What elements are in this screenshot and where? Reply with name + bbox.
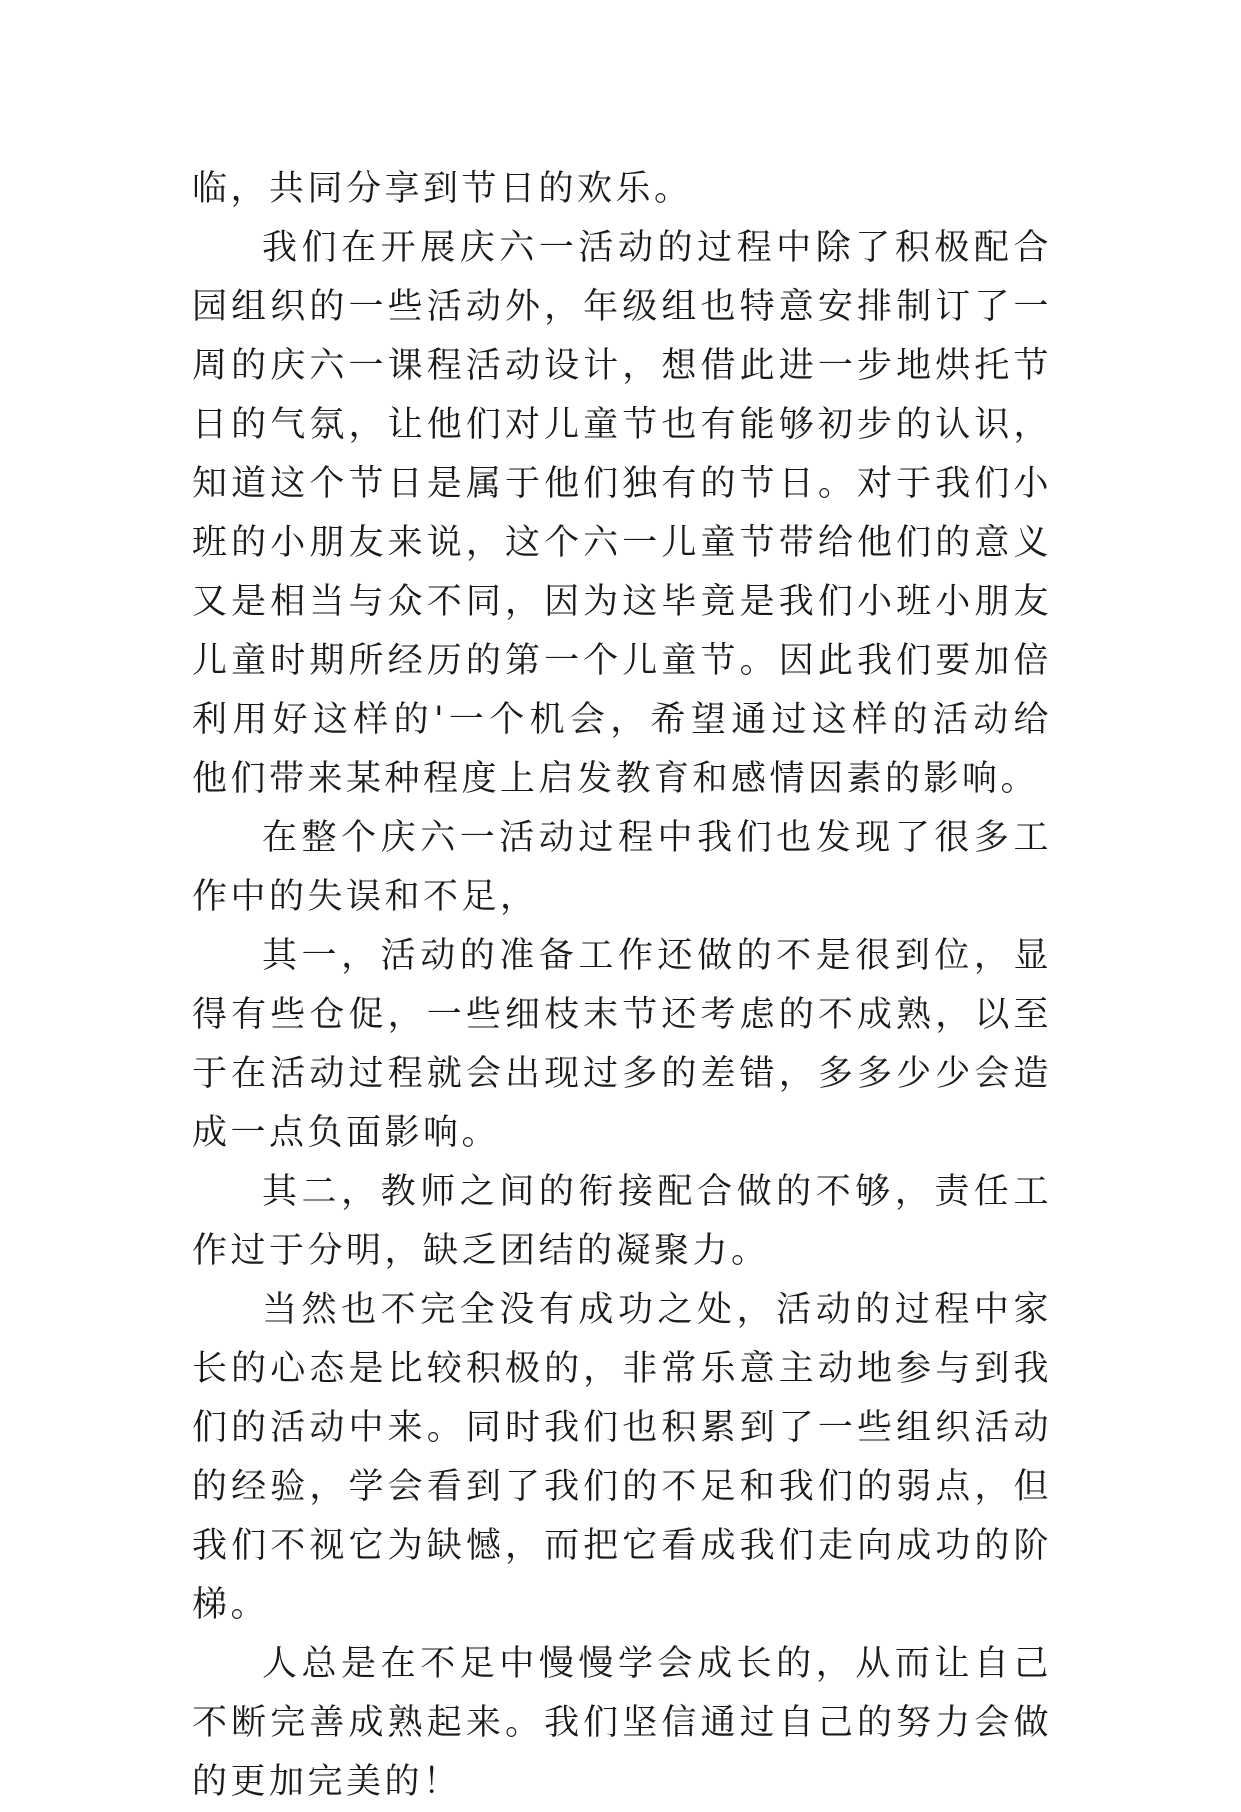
paragraph-1: 临，共同分享到节日的欢乐。 (192, 169, 693, 209)
document-body (192, 160, 1052, 1812)
paragraph-5: 其二，教师之间的衔接配合做的不够，责任工作过于分明，缺乏团结的凝聚力。 (192, 1172, 1052, 1271)
paragraph-3: 在整个庆六一活动过程中我们也发现了很多工作中的失误和不足， (192, 818, 1052, 917)
paragraph-7: 人总是在不足中慢慢学会成长的，从而让自己不断完善成熟起来。我们坚信通过自己的努力会做的更加完美的！ (192, 1644, 1052, 1802)
paragraph-2: 我们在开展庆六一活动的过程中除了积极配合园组织的一些活动外，年级组也特意安排制订了一周的庆六一课程活动设计，想借此进一步地烘托节日的气氛，让他们对儿童节也有能够初步的认识，知道这个节日是属于他们独有的节日。对于我们小班的小朋友来说，这个六一儿童节带给他们的意义又是相当与众不同，因为这毕竟是我们小班小朋友儿童时期所经历的第一个儿童节。因此我们要加倍利用好这样的'一个机会，希望通过这样的活动给他们带来某种程度上启发教育和感情因素的影响。 (192, 228, 1052, 799)
paragraph-4: 其一，活动的准备工作还做的不是很到位，显得有些仓促，一些细枝末节还考虑的不成熟，以至于在活动过程就会出现过多的差错，多多少少会造成一点负面影响。 (192, 936, 1052, 1153)
paragraph-6: 当然也不完全没有成功之处，活动的过程中家长的心态是比较积极的，非常乐意主动地参与到我们的活动中来。同时我们也积累到了一些组织活动的经验，学会看到了我们的不足和我们的弱点，但我们不视它为缺憾，而把它看成我们走向成功的阶梯。 (192, 1290, 1052, 1625)
